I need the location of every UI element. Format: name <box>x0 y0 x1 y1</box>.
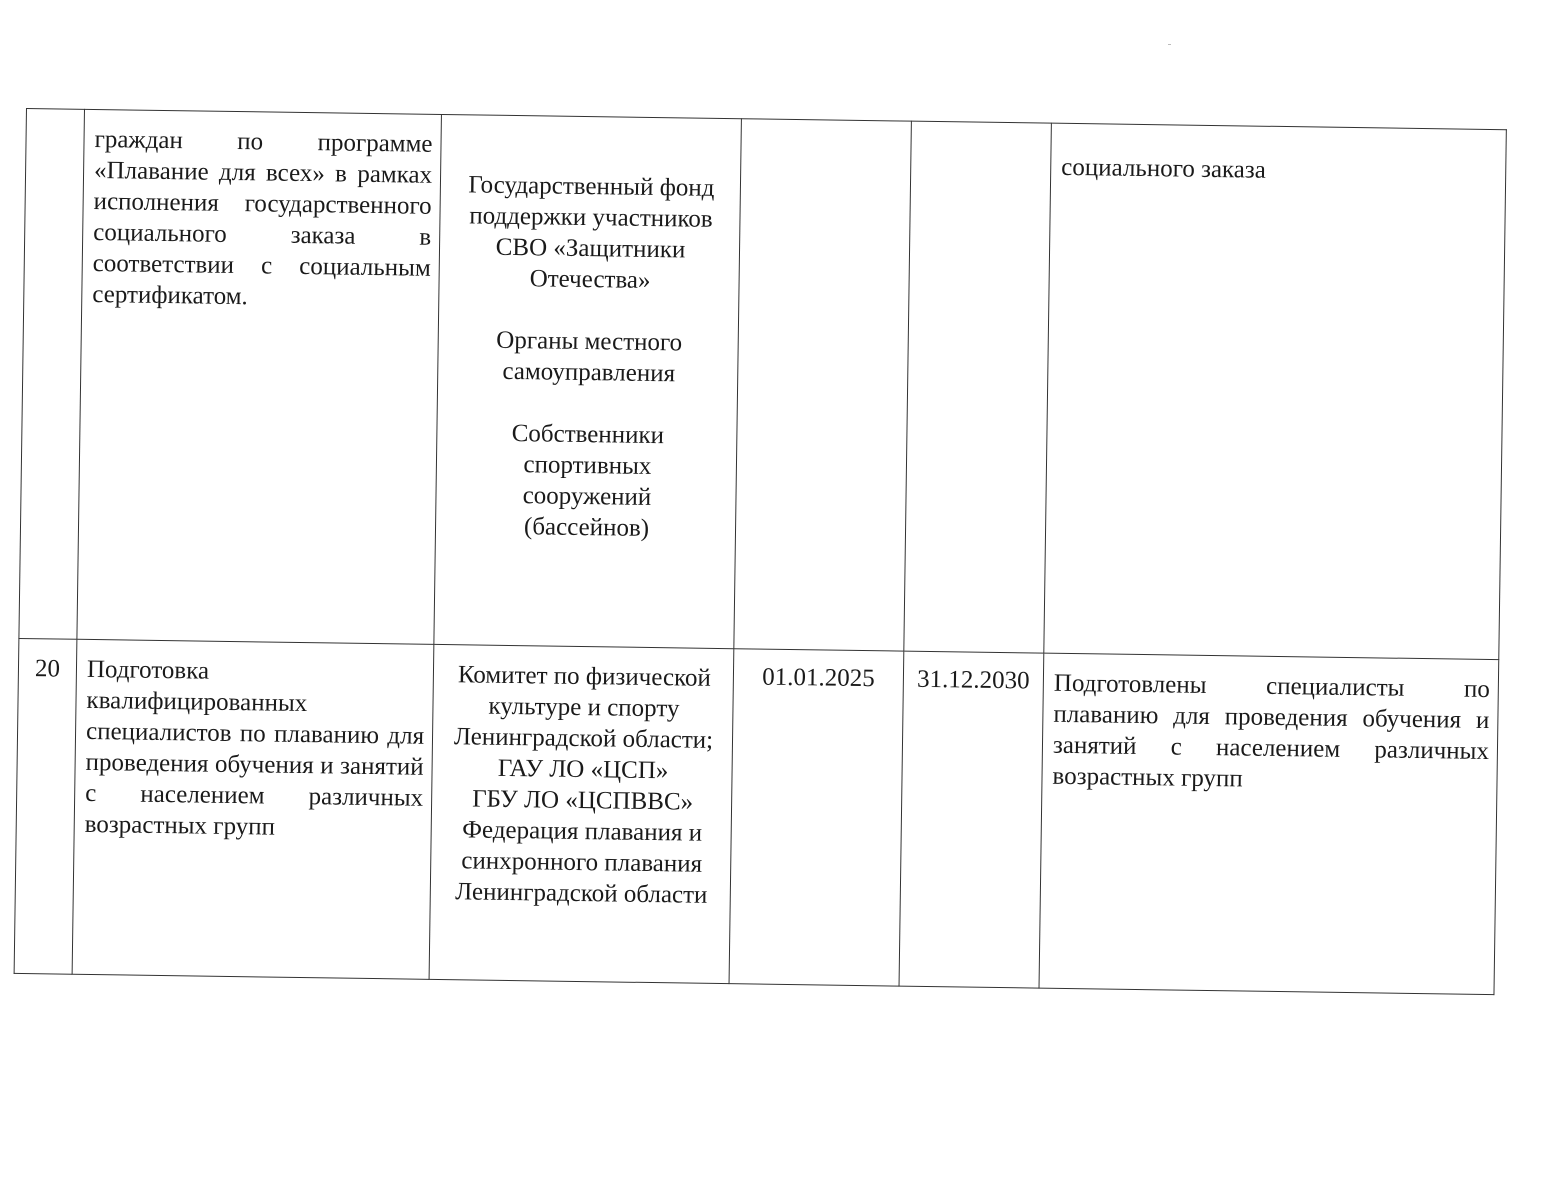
executors-list <box>436 115 741 551</box>
table-row <box>19 109 1506 660</box>
result-cell <box>1039 653 1499 994</box>
executors-list <box>431 645 734 917</box>
executor-gap <box>449 293 730 328</box>
executors-cell <box>429 644 734 983</box>
executor-item: ГБУ ЛО «ЦСПВВС» <box>471 785 694 816</box>
executor-item: Государственный фонд поддержки участников СВО «Защитники Отечества» <box>468 171 715 294</box>
row-number-cell <box>19 109 85 640</box>
executor-item: Органы местного самоуправления <box>496 326 683 388</box>
executor-item: Комитет по физической культуре и спорту Ленинградской области; <box>453 661 714 754</box>
end-date-cell <box>899 651 1044 988</box>
event-text: Подготовка квалифицированных специалистов по плаванию для проведения обучения и занятий с населением различных возрастных групп <box>84 655 425 841</box>
start-date-cell <box>734 119 912 651</box>
event-cell <box>72 639 434 979</box>
result-cell <box>1044 123 1507 659</box>
scan-content <box>13 108 1505 1009</box>
table-row <box>14 638 1499 994</box>
executor-item: Собственники спортивных сооружений (бассейнов) <box>511 419 665 542</box>
executor-item: Федерация плавания и синхронного плавания Ленинградской области <box>454 816 708 909</box>
start-date-cell <box>729 649 904 986</box>
end-date: 31.12.2030 <box>916 665 1030 695</box>
event-text: граждан по программе «Плавание для всех» в рамках исполнения государственного социального заказа в соответствии с социальным сертификатом. <box>92 125 433 311</box>
plan-table <box>14 108 1507 995</box>
end-date-cell <box>904 121 1052 653</box>
row-number-cell: 20 <box>14 638 77 974</box>
result-text: Подготовлены специалисты по плаванию для проведения обучения и занятий с населением различных возрастных групп <box>1052 669 1491 793</box>
result-text: социального заказа <box>1061 153 1267 184</box>
executor-gap <box>448 386 729 421</box>
executor-item: ГАУ ЛО «ЦСП» <box>497 754 669 785</box>
scan-speck <box>1168 44 1171 45</box>
event-cell <box>77 109 442 644</box>
start-date: 01.01.2025 <box>761 663 875 693</box>
executors-cell <box>434 114 742 648</box>
